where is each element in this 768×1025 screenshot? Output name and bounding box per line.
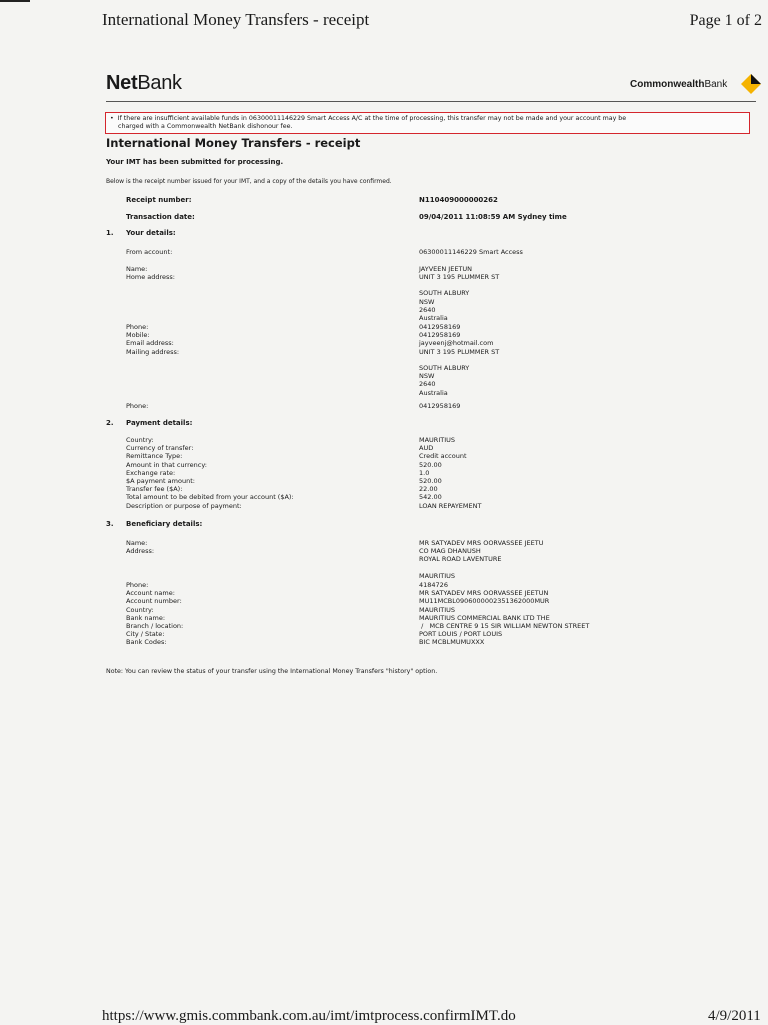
payment-labels: [126, 436, 406, 510]
header-divider: [106, 101, 756, 102]
email-value: jayveenj@hotmail.com: [419, 339, 494, 348]
payment-label: Country:: [126, 436, 154, 444]
transaction-date-value: 09/04/2011 11:08:59 AM Sydney time: [419, 213, 567, 221]
phone2-value: 0412958169: [419, 402, 461, 410]
transaction-date-label: Transaction date:: [126, 213, 195, 221]
mailing-address-label: Mailing address:: [126, 347, 180, 356]
commonwealth-bank-logo: [630, 79, 727, 90]
cba-diamond-icon: [741, 74, 761, 94]
scan-corner-mark: [0, 0, 30, 8]
from-account-value: 06300011146229 Smart Access: [419, 248, 523, 256]
beneficiary-label: Branch / location:: [126, 622, 184, 631]
beneficiary-value: MAURITIUS COMMERCIAL BANK LTD THE: [419, 613, 550, 622]
beneficiary-value: PORT LOUIS / PORT LOUIS: [419, 630, 503, 639]
beneficiary-label: Bank name:: [126, 613, 166, 622]
cba-logo-rest: Bank: [704, 79, 728, 90]
warning-text-1: If there are insufficient available funds in 06300011146229 Smart Access A/C at the time of processing, this transfer may not be made and your account may be: [117, 115, 627, 122]
phone2-label: Phone:: [126, 402, 149, 410]
phone-value: 0412958169: [419, 323, 461, 331]
contact-values: [419, 323, 759, 397]
history-note: Note: You can review the status of your transfer using the International Money Transfers "history" option.: [106, 668, 438, 675]
address-line: MAURITIUS: [419, 571, 456, 580]
section-number: 2.: [106, 419, 114, 427]
payment-value: MAURITIUS: [419, 436, 456, 444]
address-line: SOUTH ALBURY: [419, 289, 470, 298]
address-line: [419, 281, 759, 289]
netbank-logo: [106, 72, 182, 95]
beneficiary-values: [419, 581, 759, 647]
beneficiary-label: City / State:: [126, 630, 165, 639]
beneficiary-name-label: Name:: [126, 539, 148, 547]
payment-values: [419, 436, 759, 510]
address-line: UNIT 3 195 PLUMMER ST: [419, 273, 500, 281]
address-line: CO MAG DHANUSH: [419, 547, 481, 555]
beneficiary-labels: [126, 581, 406, 647]
payment-value: 22.00: [419, 485, 438, 494]
payment-label: Currency of transfer:: [126, 444, 194, 453]
address-line: ROYAL ROAD LAVENTURE: [419, 555, 502, 564]
home-address-label: Home address:: [126, 273, 175, 281]
payment-label: $A payment amount:: [126, 477, 195, 486]
warning-line-1: • If there are insufficient available funds in 06300011146229 Smart Access A/C at the time of processing, this transfer may not be made and your account may be: [110, 115, 627, 122]
payment-label: Amount in that currency:: [126, 460, 207, 469]
beneficiary-address-label: Address:: [126, 547, 155, 555]
beneficiary-value: BIC MCBLMUMUXXX: [419, 638, 485, 647]
beneficiary-label: Account name:: [126, 589, 175, 598]
beneficiary-address: [419, 547, 759, 580]
address-line: Australia: [419, 314, 448, 322]
name-label: Name:: [126, 265, 148, 273]
address-line: [419, 563, 759, 571]
receipt-number-label: Receipt number:: [126, 196, 192, 204]
contact-labels: [126, 323, 406, 356]
beneficiary-value: MU11MCBL0906000002351362000MUR: [419, 597, 550, 606]
payment-label: Remittance Type:: [126, 452, 183, 461]
beneficiary-label: Bank Codes:: [126, 638, 167, 647]
beneficiary-value: 4184726: [419, 581, 448, 589]
beneficiary-label: Account number:: [126, 597, 182, 606]
beneficiary-label: Phone:: [126, 581, 149, 589]
section-title: Beneficiary details:: [126, 520, 203, 528]
mailing-address-line: 2640: [419, 380, 436, 389]
address-line: NSW: [419, 297, 435, 306]
warning-line-2: charged with a Commonwealth NetBank dishonour fee.: [118, 123, 293, 130]
payment-value: AUD: [419, 444, 434, 453]
netbank-logo-rest: Bank: [137, 72, 182, 94]
section-title: Your details:: [126, 229, 176, 237]
phone-label: Phone:: [126, 323, 149, 331]
payment-value: 1.0: [419, 468, 430, 477]
payment-value: Credit account: [419, 452, 467, 461]
mailing-address-line: [419, 356, 759, 364]
payment-value: 520.00: [419, 460, 442, 469]
from-account-label: From account:: [126, 248, 173, 256]
payment-label: Description or purpose of payment:: [126, 501, 242, 510]
insufficient-funds-warning: [105, 112, 750, 134]
mailing-address-line: Australia: [419, 388, 448, 397]
home-address: [419, 273, 759, 322]
mailing-address-line: SOUTH ALBURY: [419, 364, 470, 372]
beneficiary-value: MR SATYADEV MRS OORVASSEE JEETUN: [419, 589, 549, 598]
payment-label: Transfer fee ($A):: [126, 485, 183, 494]
netbank-logo-bold: Net: [106, 72, 138, 94]
address-line: 2640: [419, 305, 436, 314]
payment-value: 542.00: [419, 493, 442, 502]
section-number: 1.: [106, 229, 114, 237]
beneficiary-name: MR SATYADEV MRS OORVASSEE JEETU: [419, 539, 544, 547]
receipt-number-value: N110409000000262: [419, 196, 498, 204]
receipt-intro: Below is the receipt number issued for your IMT, and a copy of the details you have confirmed.: [106, 178, 392, 185]
mobile-value: 0412958169: [419, 331, 461, 340]
document-title: International Money Transfers - receipt: [102, 10, 370, 29]
mobile-label: Mobile:: [126, 331, 150, 340]
email-label: Email address:: [126, 339, 174, 348]
payment-value: LOAN REPAYEMENT: [419, 501, 482, 510]
beneficiary-value: MAURITIUS: [419, 605, 456, 614]
payment-label: Exchange rate:: [126, 468, 176, 477]
section-number: 3.: [106, 520, 114, 528]
footer-url: https://www.gmis.commbank.com.au/imt/imtprocess.confirmIMT.do: [102, 1008, 516, 1024]
beneficiary-value: / MCB CENTRE 9 15 SIR WILLIAM NEWTON STREET: [419, 622, 590, 631]
footer-date: 4/9/2011: [708, 1008, 761, 1024]
section-title: Payment details:: [126, 419, 193, 427]
mailing-address-line: UNIT 3 195 PLUMMER ST: [419, 347, 500, 356]
customer-name: JAYVEEN JEETUN: [419, 265, 473, 273]
submitted-message: Your IMT has been submitted for processing.: [106, 158, 284, 166]
beneficiary-label: Country:: [126, 605, 154, 614]
payment-value: 520.00: [419, 477, 442, 486]
receipt-heading: International Money Transfers - receipt: [106, 136, 361, 150]
print-header: [102, 10, 768, 40]
page-number: Page 1 of 2: [689, 12, 762, 29]
mailing-address-line: NSW: [419, 372, 435, 381]
cba-logo-bold: Commonwealth: [630, 79, 705, 90]
payment-label: Total amount to be debited from your account ($A):: [126, 493, 294, 502]
